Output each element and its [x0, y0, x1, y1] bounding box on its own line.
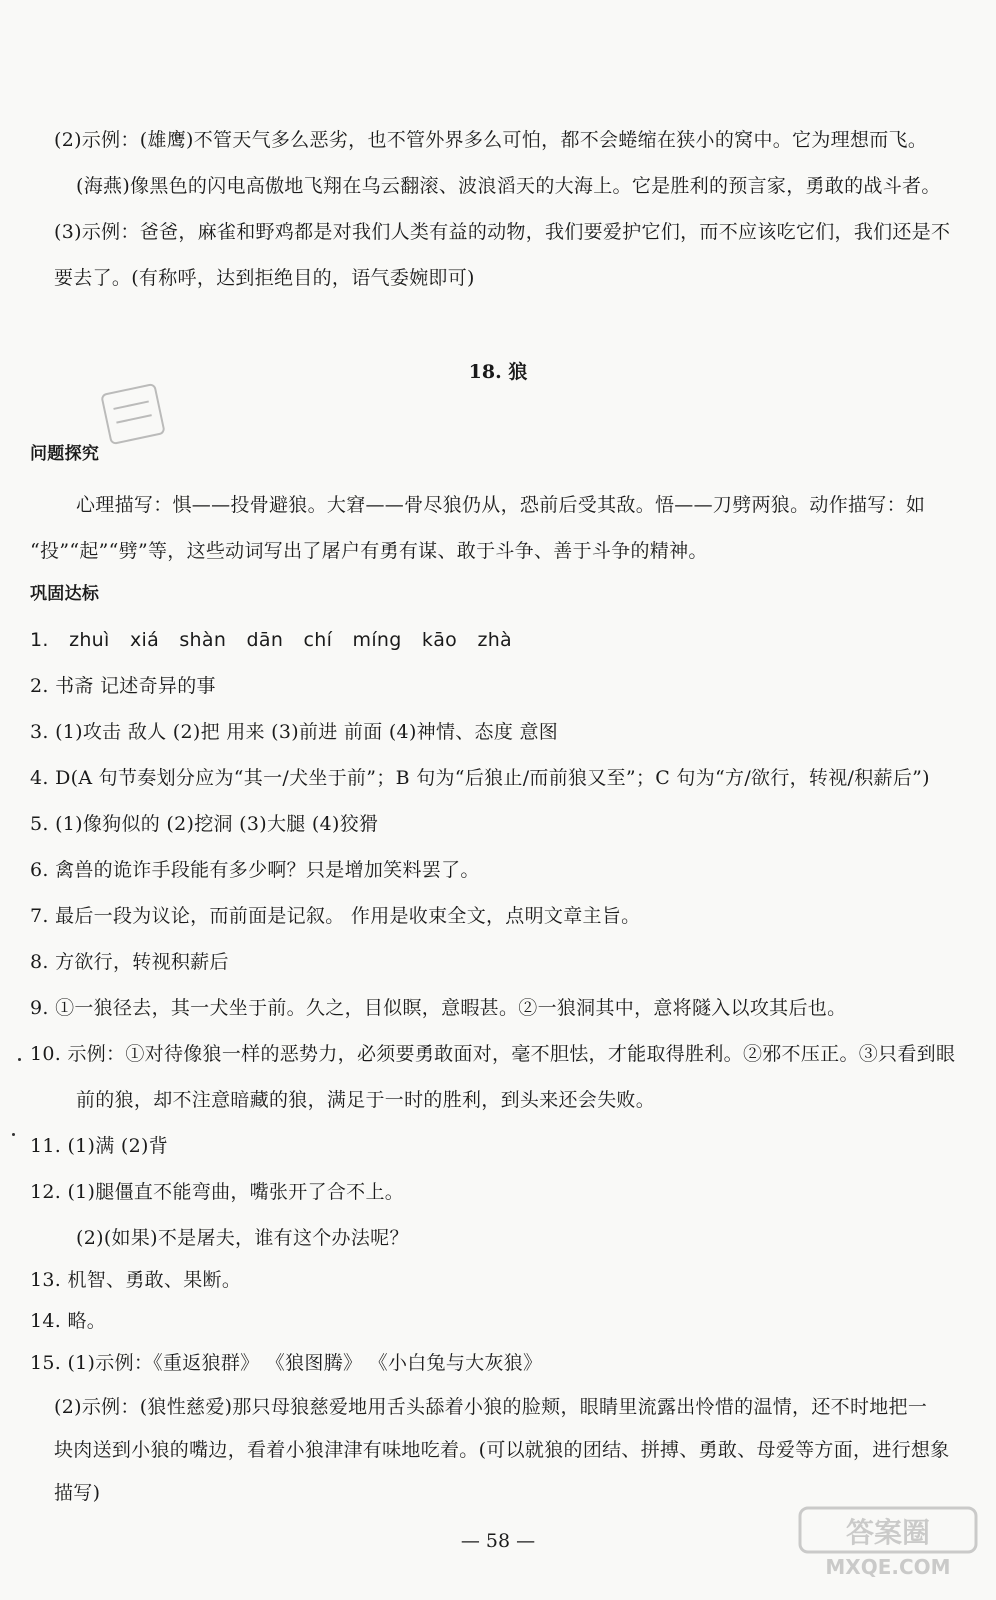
intro-line-4: 要去了。(有称呼，达到拒绝目的，语气委婉即可): [54, 267, 475, 289]
intro-line-1: (2)示例：(雄鹰)不管天气多么恶劣，也不管外界多么可怕，都不会蜷缩在狭小的窝中。它为理想而飞。: [54, 129, 928, 151]
answer-9: 9. ①一狼径去，其一犬坐于前。久之，目似瞑，意暇甚。②一狼洞其中，意将隧入以攻其后也。: [30, 997, 847, 1019]
answer-3: 3. (1)攻击 敌人 (2)把 用来 (3)前进 前面 (4)神情、态度 意图: [30, 721, 559, 743]
answer-11: 11. (1)满 (2)背: [30, 1135, 169, 1157]
answer-14: 14. 略。: [30, 1310, 107, 1332]
answer-4: 4. D(A 句节奏划分应为“其一/犬坐于前”；B 句为“后狼止/而前狼又至”；C 句为“方/欲行，转视/积薪后”): [30, 767, 930, 789]
answer-2: 2. 书斋 记述奇异的事: [30, 675, 216, 697]
lesson-title: 18. 狼: [468, 361, 528, 383]
inquiry-line-2: “投”“起”“劈”等，这些动词写出了屠户有勇有谋、敢于斗争、善于斗争的精神。: [30, 540, 708, 562]
answer-1: 1. zhuì xiá shàn dān chí míng kāo zhà: [30, 629, 513, 651]
answer-15-line-2: (2)示例：(狼性慈爱)那只母狼慈爱地用舌头舔着小狼的脸颊，眼睛里流露出怜惜的温情，还不时地把一: [54, 1396, 928, 1418]
watermark-logo: [798, 1506, 978, 1578]
answer-12-line-1: 12. (1)腿僵直不能弯曲，嘴张开了合不上。: [30, 1181, 405, 1203]
margin-mark: [18, 1058, 21, 1061]
answer-8: 8. 方欲行，转视积薪后: [30, 951, 229, 973]
answer-13: 13. 机智、勇敢、果断。: [30, 1269, 242, 1291]
answer-15-line-4: 描写): [54, 1482, 101, 1504]
answer-5: 5. (1)像狗似的 (2)挖洞 (3)大腿 (4)狡猾: [30, 813, 379, 835]
margin-mark: [12, 1133, 15, 1136]
answer-10-line-2: 前的狼，却不注意暗藏的狼，满足于一时的胜利，到头来还会失败。: [76, 1089, 656, 1111]
answer-15-line-1: 15. (1)示例：《重返狼群》 《狼图腾》 《小白兔与大灰狼》: [30, 1352, 543, 1374]
stamp-mark: [100, 383, 166, 446]
inquiry-line-1: 心理描写：惧——投骨避狼。大窘——骨尽狼仍从，恐前后受其敌。悟——刀劈两狼。动作描写：如: [76, 494, 926, 516]
page-number: — 58 —: [460, 1530, 536, 1552]
watermark-top-text: 答案圈: [845, 1516, 931, 1549]
watermark-bottom-text: MXQE.COM: [825, 1555, 951, 1578]
intro-line-3: (3)示例：爸爸，麻雀和野鸡都是对我们人类有益的动物，我们要爱护它们，而不应该吃它们，我们还是不: [54, 221, 951, 243]
intro-line-2: (海燕)像黑色的闪电高傲地飞翔在乌云翻滚、波浪滔天的大海上。它是胜利的预言家，勇敢的战斗者。: [76, 175, 941, 197]
answer-7: 7. 最后一段为议论，而前面是记叙。 作用是收束全文，点明文章主旨。: [30, 905, 641, 927]
answer-6: 6. 禽兽的诡诈手段能有多少啊？只是增加笑料罢了。: [30, 859, 480, 881]
answer-12-line-2: (2)(如果)不是屠夫，谁有这个办法呢？: [76, 1227, 409, 1249]
section-heading-inquiry: 问题探究: [30, 444, 100, 464]
answer-10-line-1: 10. 示例：①对待像狼一样的恶势力，必须要勇敢面对，毫不胆怯，才能取得胜利。②邪不压正。③只看到眼: [30, 1043, 956, 1065]
answer-15-line-3: 块肉送到小狼的嘴边，看着小狼津津有味地吃着。(可以就狼的团结、拼搏、勇敢、母爱等方面，进行想象: [54, 1439, 950, 1461]
section-heading-consolidate: 巩固达标: [30, 584, 100, 604]
